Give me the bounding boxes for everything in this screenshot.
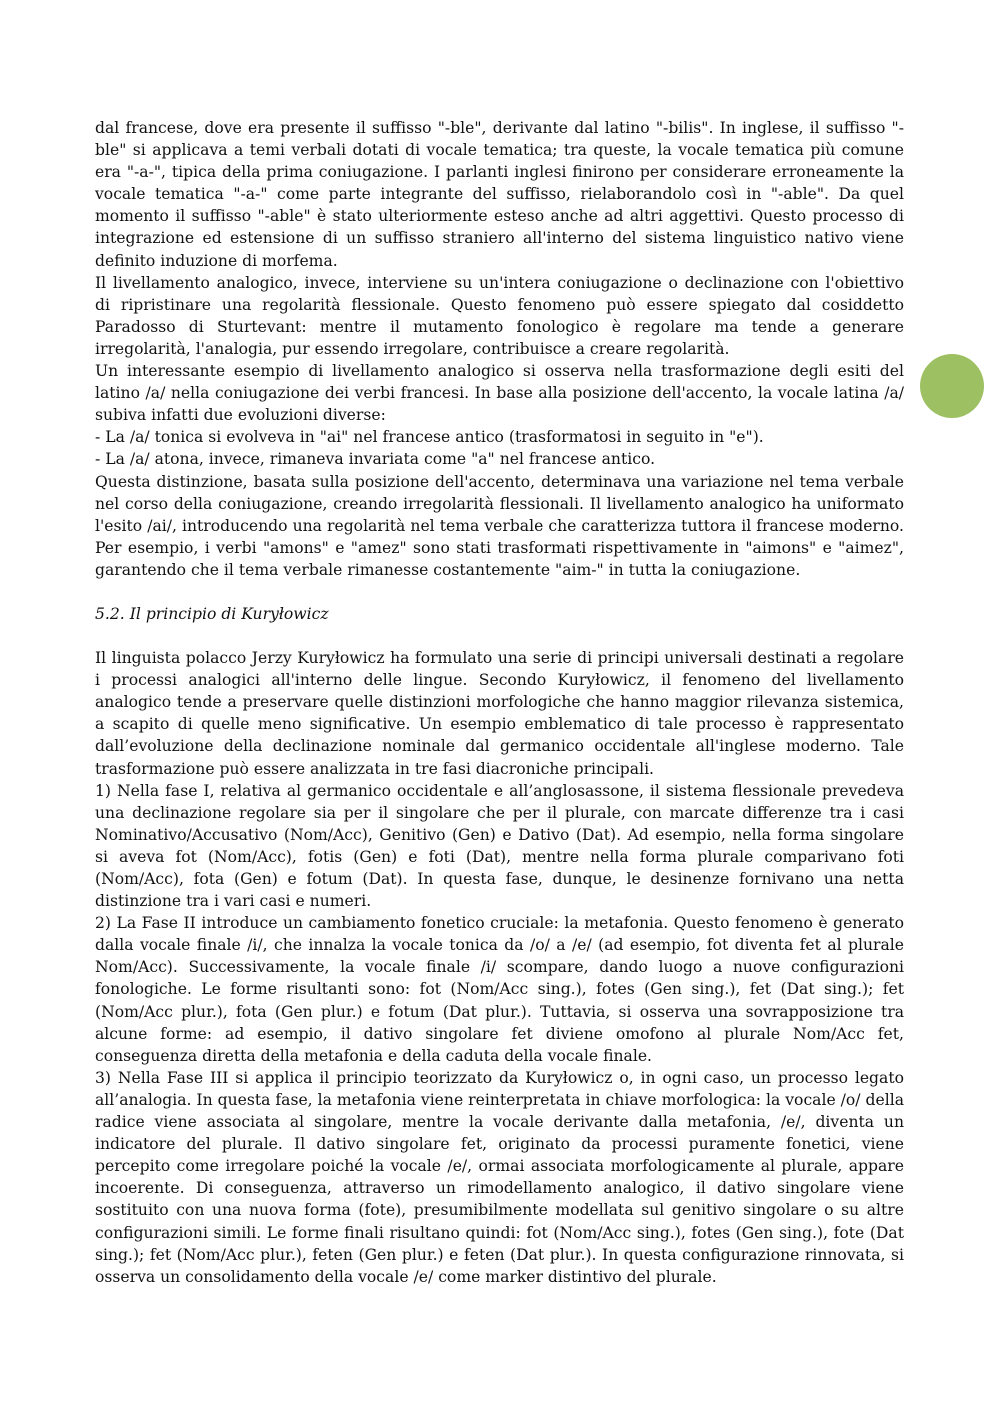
spacer (95, 581, 904, 603)
list-item-tonica: - La /a/ tonica si evolveva in "ai" nel francese antico (trasformatosi in seguito in "e"). (95, 428, 764, 447)
paragraph-suffix-able: dal francese, dove era presente il suffisso "-ble", derivante dal latino "-bilis". In inglese, il suffisso "-ble" si applicava a temi verbali dotati di vocale tematica; tra queste, la vocale tematica più comune era "-a-", tipica della prima coniugazione. I parlanti inglesi finirono per considerare erroneamente la vocale tematica "-a-" come parte integrante del suffisso, rielaborandolo così in "-able". Da quel momento il suffisso "-able" è stato ulteriormente esteso anche ad altri aggettivi. Questo processo di integrazione ed estensione di un suffisso straniero all'interno del sistema linguistico nativo viene definito induzione di morfema. (95, 119, 904, 270)
paragraph-fase-2: 2) La Fase II introduce un cambiamento fonetico cruciale: la metafonia. Questo fenomeno è generato dalla vocale finale /i/, che innalza la vocale tonica da /o/ a /e/ (ad esempio, fot diventa fet al plurale Nom/Acc). Successivamente, la vocale finale /i/ scompare, dando luogo a nuove configurazioni fonologiche. Le forme risultanti sono: fot (Nom/Acc sing.), fotes (Gen sing.), fet (Dat sing.); fet (Nom/Acc plur.), fota (Gen plur.) e fotum (Dat plur.). Tuttavia, si osserva una sovrapposizione tra alcune forme: ad esempio, il dativo singolare fet diviene omofono al plurale Nom/Acc fet, conseguenza diretta della metafonia e della caduta della vocale finale. (95, 914, 904, 1065)
paragraph-latino-a: Un interessante esempio di livellamento analogico si osserva nella trasformazione degli esiti del latino /a/ nella coniugazione dei verbi francesi. In base alla posizione dell'accento, la vocale latina /a/ subiva infatti due evoluzioni diverse: (95, 362, 904, 425)
paragraph-fase-1: 1) Nella fase I, relativa al germanico occidentale e all’anglosassone, il sistema flessionale prevedeva una declinazione regolare sia per il singolare che per il plurale, con marcate differenze tra i casi Nominativo/Accusativo (Nom/Acc), Genitivo (Gen) e Dativo (Dat). Ad esempio, nella forma singolare si aveva fot (Nom/Acc), fotis (Gen) e foti (Dat), mentre nella forma plurale comparivano foti (Nom/Acc), fota (Gen) e fotum (Dat). In questa fase, dunque, le desinenze fornivano una netta distinzione tra i vari casi e numeri. (95, 781, 904, 911)
spacer (95, 625, 904, 647)
green-circle-marker (920, 354, 984, 418)
list-item-atona: - La /a/ atona, invece, rimaneva invariata come "a" nel francese antico. (95, 450, 656, 469)
paragraph-livellamento: Il livellamento analogico, invece, interviene su un'intera coniugazione o declinazione con l'obiettivo di ripristinare una regolarità flessionale. Questo fenomeno può essere spiegato dal cosiddetto Paradosso di Sturtevant: mentre il mutamento fonologico è regolare ma tende a generare irregolarità, l'analogia, pur essendo irregolare, contribuisce a creare regolarità. (95, 273, 904, 358)
paragraph-fase-3: 3) Nella Fase III si applica il principio teorizzato da Kuryłowicz o, in ogni caso, un processo legato all’analogia. In questa fase, la metafonia viene reinterpretata in chiave morfologica: la vocale /o/ della radice viene associata al singolare, mentre la vocale derivante dalla metafonia, /e/, diventa un indicatore del plurale. Il dativo singolare fet, originato da processi puramente fonetici, viene percepito come irregolare poiché la vocale /e/, ormai associata morfologicamente al plurale, appare incoerente. Di conseguenza, attraverso un rimodellamento analogico, il dativo singolare viene sostituito con una nuova forma (fote), presumibilmente modellata sul genitivo singolare o su altre configurazioni simili. Le forme finali risultano quindi: fot (Nom/Acc sing.), fotes (Gen sing.), fote (Dat sing.); fet (Nom/Acc plur.), feten (Gen plur.) e feten (Dat plur.). In questa configurazione rinnovata, si osserva un consolidamento della vocale /e/ come marker distintivo del plurale. (95, 1068, 904, 1286)
paragraph-distinzione: Questa distinzione, basata sulla posizione dell'accento, determinava una variazione nel tema verbale nel corso della coniugazione, creando irregolarità flessionali. Il livellamento analogico ha uniformato l'esito /ai/, introducendo una regolarità nel tema verbale che caratterizza tuttora il francese moderno. Per esempio, i verbi "amons" e "amez" sono stati trasformati rispettivamente in "aimons" e "aimez", garantendo che il tema verbale rimanesse costantemente "aim-" in tutta la coniugazione. (95, 472, 904, 579)
section-heading: 5.2. Il principio di Kuryłowicz (95, 604, 329, 623)
paragraph-kurylowicz-intro: Il linguista polacco Jerzy Kuryłowicz ha formulato una serie di principi universali destinati a regolare i processi analogici all'interno delle lingue. Secondo Kuryłowicz, il fenomeno del livellamento analogico tende a preservare quelle distinzioni morfologiche che hanno maggior rilevanza sistemica, a scapito di quelle meno significative. Un esempio emblematico di tale processo è rappresentato dall’evoluzione della declinazione nominale dal germanico occidentale all'inglese moderno. Tale trasformazione può essere analizzata in tre fasi diacroniche principali. (95, 649, 904, 778)
document-page (95, 117, 904, 1288)
